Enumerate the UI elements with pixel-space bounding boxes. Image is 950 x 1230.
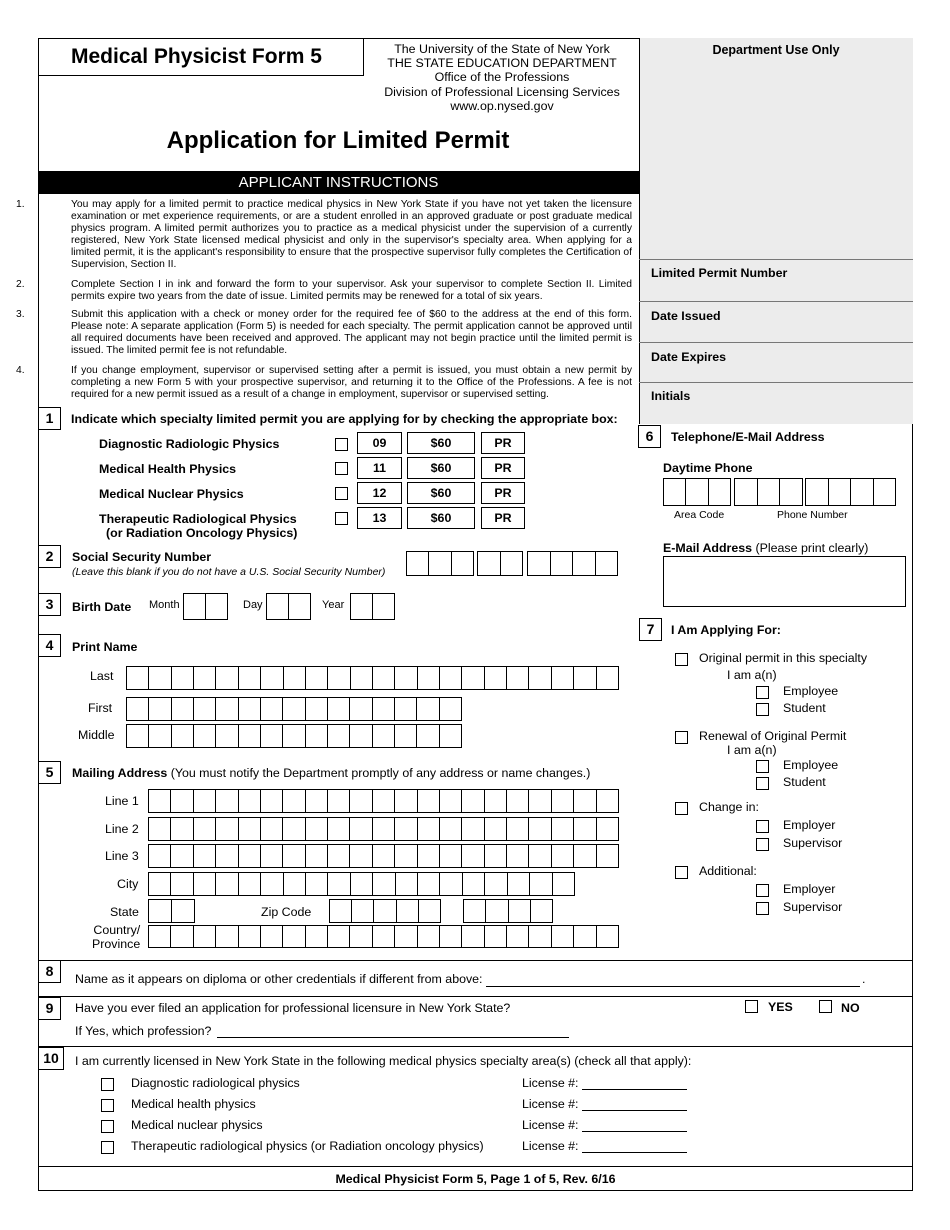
license-specialty-checkbox[interactable]: [101, 1099, 114, 1112]
additional-label: Additional:: [699, 864, 757, 878]
supervisor-label: Supervisor: [783, 900, 843, 914]
ssn-input-part3[interactable]: [527, 551, 618, 576]
instruction-item: [16, 199, 632, 271]
renewal-employee-checkbox[interactable]: [756, 760, 769, 773]
specialty-name-note: (or Radiation Oncology Physics): [106, 526, 298, 540]
specialty-type: PR: [481, 507, 525, 529]
last-name-input[interactable]: [126, 666, 619, 690]
specialty-fee: $60: [407, 457, 475, 479]
license-specialty-label: Medical health physics: [131, 1097, 256, 1111]
applying-for-label: I Am Applying For:: [671, 623, 781, 637]
city-label: City: [117, 877, 139, 891]
section-number: 8: [38, 960, 61, 983]
country-label: [92, 923, 140, 951]
telephone-email-label: Telephone/E-Mail Address: [671, 430, 825, 444]
limited-permit-number-label: Limited Permit Number: [651, 266, 788, 280]
prior-application-question: Have you ever filed an application for professional licensure in New York State?: [75, 1001, 511, 1015]
specialty-code: 11: [357, 457, 402, 479]
department-use-panel: [639, 38, 913, 424]
specialty-type: PR: [481, 457, 525, 479]
section-divider: [38, 996, 913, 997]
yes-label: YES: [768, 1000, 793, 1014]
divider: [639, 259, 913, 260]
state-label: State: [110, 905, 139, 919]
city-input[interactable]: [148, 872, 575, 896]
instruction-number: 2.: [16, 279, 25, 290]
birth-year-input[interactable]: [350, 593, 395, 620]
area-code-input[interactable]: [663, 478, 731, 506]
section-divider: [38, 1046, 913, 1047]
license-specialty-checkbox[interactable]: [101, 1078, 114, 1091]
change-supervisor-checkbox[interactable]: [756, 838, 769, 851]
employer-label: Employer: [783, 882, 836, 896]
email-input[interactable]: [663, 556, 906, 607]
ssn-label: Social Security Number: [72, 550, 212, 564]
original-employee-checkbox[interactable]: [756, 686, 769, 699]
address-line3-input[interactable]: [148, 844, 619, 868]
daytime-phone-label: Daytime Phone: [663, 461, 753, 475]
mailing-address-label: [72, 766, 590, 780]
specialty-name: Therapeutic Radiological Physics: [99, 512, 297, 526]
agency-line: Office of the Professions: [434, 70, 570, 85]
instructions-header: APPLICANT INSTRUCTIONS: [38, 171, 639, 194]
license-number-label: License #:: [522, 1118, 579, 1132]
specialty-question: Indicate which specialty limited permit you are applying for by checking the appropriate box:: [71, 412, 618, 426]
current-license-question: I am currently licensed in New York State in the following medical physics specialty area(s) (check all that apply):: [75, 1054, 692, 1068]
instruction-text: Submit this application with a check or money order for the required fee of $60 to the address at the end of this form. Please note: A separate application (Form 5) is needed for each specialty. The permit application cannot be approved until all required documents have been received and approved. The applicant may not begin practice until the limited permit is issued. The limited permit fee is not refundable.: [71, 309, 632, 356]
area-code-label: Area Code: [674, 509, 725, 521]
diploma-name-label: Name as it appears on diploma or other credentials if different from above:: [75, 972, 483, 986]
middle-name-input[interactable]: [126, 724, 462, 748]
birth-day-input[interactable]: [266, 593, 311, 620]
specialty-type: PR: [481, 432, 525, 454]
ssn-input-part1[interactable]: [406, 551, 474, 576]
section-number: 4: [38, 634, 61, 657]
specialty-fee: $60: [407, 432, 475, 454]
agency-line: THE STATE EDUCATION DEPARTMENT: [387, 56, 617, 71]
agency-block: [364, 42, 640, 113]
address-line3-label: Line 3: [105, 849, 139, 863]
yes-checkbox[interactable]: [745, 1000, 758, 1013]
license-number-input[interactable]: [582, 1110, 687, 1111]
license-number-input[interactable]: [582, 1089, 687, 1090]
phone-number-label: Phone Number: [777, 509, 848, 521]
diploma-name-input[interactable]: [486, 986, 860, 987]
change-in-label: Change in:: [699, 800, 759, 814]
instruction-text: If you change employment, supervisor or supervised setting after a permit is issued, you must obtain a new permit by completing a new Form 5 with your prospective supervisor, and returning it to the Office of the Professions. A fee is not required for a new permit issued as a result of a change in employment, supervisor or supervised setting.: [71, 365, 632, 400]
instruction-text: Complete Section I in ink and forward the form to your supervisor. Ask your supervisor to complete Section II. Limited permits expire two years from the date of issue. Limited permits may be renewed for a total of six years.: [71, 279, 632, 302]
license-number-label: License #:: [522, 1139, 579, 1153]
address-line1-label: Line 1: [105, 794, 139, 808]
print-name-label: Print Name: [72, 640, 138, 654]
which-profession-input[interactable]: [217, 1037, 569, 1038]
divider: [639, 342, 913, 343]
original-permit-checkbox[interactable]: [675, 653, 688, 666]
license-specialty-label: Diagnostic radiological physics: [131, 1076, 300, 1090]
section-number: 10: [38, 1047, 64, 1070]
ssn-input-part2[interactable]: [477, 551, 523, 576]
ssn-note: (Leave this blank if you do not have a U.S. Social Security Number): [72, 566, 386, 578]
i-am-label: I am a(n): [727, 668, 777, 682]
phone-prefix-input[interactable]: [734, 478, 803, 506]
specialty-name: Medical Health Physics: [99, 462, 237, 476]
country-label-line: Country/: [93, 923, 141, 937]
license-specialty-checkbox[interactable]: [101, 1120, 114, 1133]
license-number-input[interactable]: [582, 1152, 687, 1153]
instruction-number: 3.: [16, 309, 25, 320]
instruction-item: [16, 309, 632, 357]
birth-day-label: Day: [243, 599, 263, 611]
first-name-label: First: [88, 701, 113, 715]
renewal-label: Renewal of Original Permit: [699, 729, 847, 743]
form-title: Medical Physicist Form 5: [38, 38, 364, 76]
agency-line: The University of the State of New York: [394, 42, 610, 56]
zip-plus4-input[interactable]: [463, 899, 553, 923]
specialty-fee: $60: [407, 507, 475, 529]
specialty-name: Medical Nuclear Physics: [99, 487, 244, 501]
department-use-title: Department Use Only: [712, 43, 840, 57]
address-line2-input[interactable]: [148, 817, 619, 841]
original-permit-label: Original permit in this specialty: [699, 651, 868, 665]
date-issued-label: Date Issued: [651, 309, 721, 323]
section-number: 2: [38, 545, 61, 568]
country-input[interactable]: [148, 925, 619, 948]
instruction-item: [16, 279, 632, 303]
no-checkbox[interactable]: [819, 1000, 832, 1013]
first-name-input[interactable]: [126, 697, 462, 721]
specialty-code: 13: [357, 507, 402, 529]
original-student-checkbox[interactable]: [756, 703, 769, 716]
license-number-label: License #:: [522, 1097, 579, 1111]
application-title: Application for Limited Permit: [166, 127, 510, 154]
birth-date-label: Birth Date: [72, 600, 132, 614]
change-in-checkbox[interactable]: [675, 802, 688, 815]
specialty-fee: $60: [407, 482, 475, 504]
supervisor-label: Supervisor: [783, 836, 843, 850]
license-specialty-checkbox[interactable]: [101, 1141, 114, 1154]
specialty-checkbox[interactable]: [335, 512, 348, 525]
mailing-address-note: (You must notify the Department promptly of any address or name changes.): [167, 766, 591, 780]
address-line1-input[interactable]: [148, 789, 619, 813]
mailing-address-title: Mailing Address: [72, 766, 168, 780]
section-number: 6: [638, 425, 661, 448]
renewal-student-checkbox[interactable]: [756, 777, 769, 790]
specialty-name: Diagnostic Radiologic Physics: [99, 437, 280, 451]
license-number-label: License #:: [522, 1076, 579, 1090]
specialty-type: PR: [481, 482, 525, 504]
employee-label: Employee: [783, 758, 839, 772]
birth-month-input[interactable]: [183, 593, 228, 620]
section-number: 9: [38, 997, 61, 1020]
diploma-name-period: .: [862, 972, 866, 986]
initials-label: Initials: [651, 389, 691, 403]
specialty-checkbox[interactable]: [335, 462, 348, 475]
email-label: [663, 541, 868, 555]
employee-label: Employee: [783, 684, 839, 698]
date-expires-label: Date Expires: [651, 350, 727, 364]
additional-supervisor-checkbox[interactable]: [756, 902, 769, 915]
specialty-checkbox[interactable]: [335, 438, 348, 451]
divider: [639, 301, 913, 302]
section-number: 3: [38, 593, 61, 616]
license-specialty-label: Medical nuclear physics: [131, 1118, 263, 1132]
section-number: 5: [38, 761, 61, 784]
middle-name-label: Middle: [78, 728, 115, 742]
license-number-input[interactable]: [582, 1131, 687, 1132]
student-label: Student: [783, 775, 826, 789]
agency-website: www.op.nysed.gov: [450, 98, 554, 113]
birth-month-label: Month: [149, 599, 180, 611]
student-label: Student: [783, 701, 826, 715]
no-label: NO: [841, 1001, 860, 1015]
i-am-label: I am a(n): [727, 743, 777, 757]
phone-line-input[interactable]: [805, 478, 896, 506]
instruction-number: 1.: [16, 199, 25, 210]
license-specialty-label: Therapeutic radiological physics (or Radiation oncology physics): [131, 1139, 484, 1153]
address-line2-label: Line 2: [105, 822, 139, 836]
additional-employer-checkbox[interactable]: [756, 884, 769, 897]
country-label-line: Province: [92, 937, 141, 951]
change-employer-checkbox[interactable]: [756, 820, 769, 833]
birth-year-label: Year: [322, 599, 345, 611]
specialty-code: 12: [357, 482, 402, 504]
agency-line: Division of Professional Licensing Services: [384, 84, 620, 99]
which-profession-label: If Yes, which profession?: [75, 1024, 212, 1038]
specialty-checkbox[interactable]: [335, 487, 348, 500]
section-number: 7: [639, 618, 662, 641]
zip-code-label: Zip Code: [261, 905, 312, 919]
section-divider: [38, 960, 913, 961]
renewal-checkbox[interactable]: [675, 731, 688, 744]
additional-checkbox[interactable]: [675, 866, 688, 879]
specialty-code: 09: [357, 432, 402, 454]
instruction-number: 4.: [16, 365, 25, 376]
page-footer: Medical Physicist Form 5, Page 1 of 5, Rev. 6/16: [38, 1166, 913, 1191]
email-title: E-Mail Address: [663, 541, 753, 555]
section-number: 1: [38, 407, 61, 430]
zip-code-input[interactable]: [329, 899, 441, 923]
employer-label: Employer: [783, 818, 836, 832]
email-note: (Please print clearly): [752, 541, 869, 555]
last-name-label: Last: [90, 669, 114, 683]
state-input[interactable]: [148, 899, 195, 923]
divider: [639, 382, 913, 383]
instruction-text: You may apply for a limited permit to practice medical physics in New York State if you have not yet taken the licensure examination or met experience requirements, or are a student enrolled in an approved graduate or post graduate medical physics program. A limited permit authorizes you to practice as a medical physicist under the supervision of a currently registered, New York State licensed medical physicist and only in the supervisor's specialty area. When applying for a limited permit, it is the applicant's responsibility to ensure that the prospective supervisor fully completes the Certification of Supervision, Section II.: [71, 199, 632, 270]
instruction-item: [16, 365, 632, 401]
